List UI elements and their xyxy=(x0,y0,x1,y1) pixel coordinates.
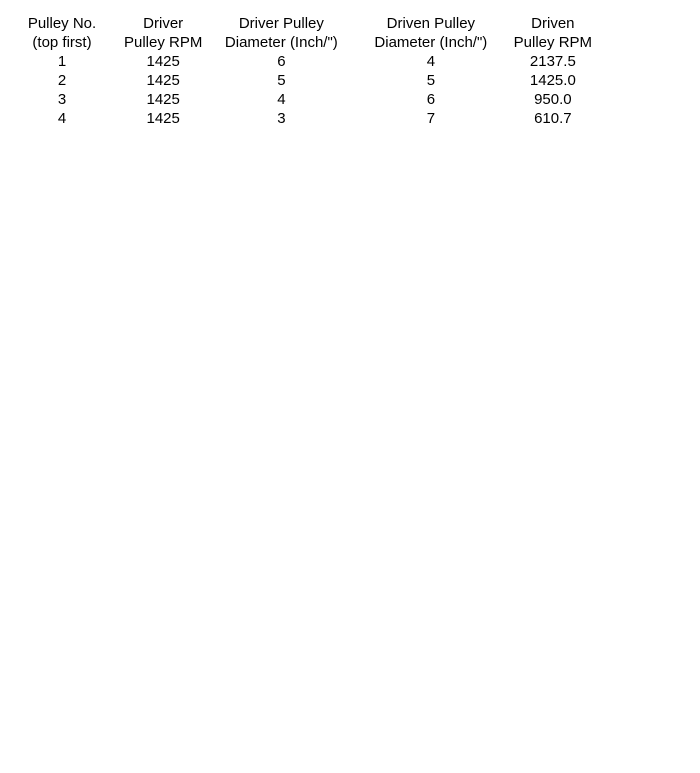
cell-driven-rpm: 1425.0 xyxy=(529,72,576,89)
cell-pulley-no: 3 xyxy=(57,91,67,108)
cell-driven-diameter: 5 xyxy=(426,72,436,89)
cell-pulley-no: 1 xyxy=(57,53,67,70)
header-driver-diameter xyxy=(202,14,360,52)
cell-driver-rpm: 1425 xyxy=(146,72,180,89)
cell-driver-diameter: 3 xyxy=(277,110,286,127)
cell-driver-diameter: 4 xyxy=(277,91,286,108)
pulley-table-container xyxy=(0,14,604,128)
cell-pulley-no: 4 xyxy=(57,110,67,127)
header-line: Pulley No. xyxy=(27,15,97,32)
cell-driven-diameter: 7 xyxy=(426,110,436,127)
cell-driven-diameter: 6 xyxy=(426,91,436,108)
header-driven-rpm xyxy=(501,14,604,52)
cell-driver-diameter: 6 xyxy=(277,53,286,70)
header-line: Driven xyxy=(531,15,575,32)
table-row xyxy=(0,71,604,90)
cell-driven-rpm: 2137.5 xyxy=(529,53,576,70)
cell-driver-diameter: 5 xyxy=(277,72,286,89)
pulley-table xyxy=(0,14,604,128)
cell-driven-rpm: 950.0 xyxy=(534,91,572,108)
cell-driven-diameter: 4 xyxy=(426,53,436,70)
cell-driver-rpm: 1425 xyxy=(146,110,180,127)
header-driver-rpm xyxy=(124,14,202,52)
table-row xyxy=(0,109,604,128)
table-row xyxy=(0,90,604,109)
header-line: (top first) xyxy=(32,34,92,51)
cell-driver-rpm: 1425 xyxy=(146,53,180,70)
header-line: Diameter (Inch/") xyxy=(374,34,488,51)
header-line: Diameter (Inch/") xyxy=(224,34,338,51)
header-driven-diameter xyxy=(360,14,501,52)
header-line: Driver xyxy=(143,15,184,32)
table-row xyxy=(0,52,604,71)
cell-driver-rpm: 1425 xyxy=(146,91,180,108)
header-pulley-no xyxy=(0,14,124,52)
cell-driven-rpm: 610.7 xyxy=(534,110,572,127)
header-line: Pulley RPM xyxy=(124,34,203,51)
header-row xyxy=(0,14,604,52)
header-line: Driven Pulley xyxy=(386,15,476,32)
cell-pulley-no: 2 xyxy=(57,72,67,89)
header-line: Driver Pulley xyxy=(238,15,324,32)
header-line: Pulley RPM xyxy=(513,34,593,51)
